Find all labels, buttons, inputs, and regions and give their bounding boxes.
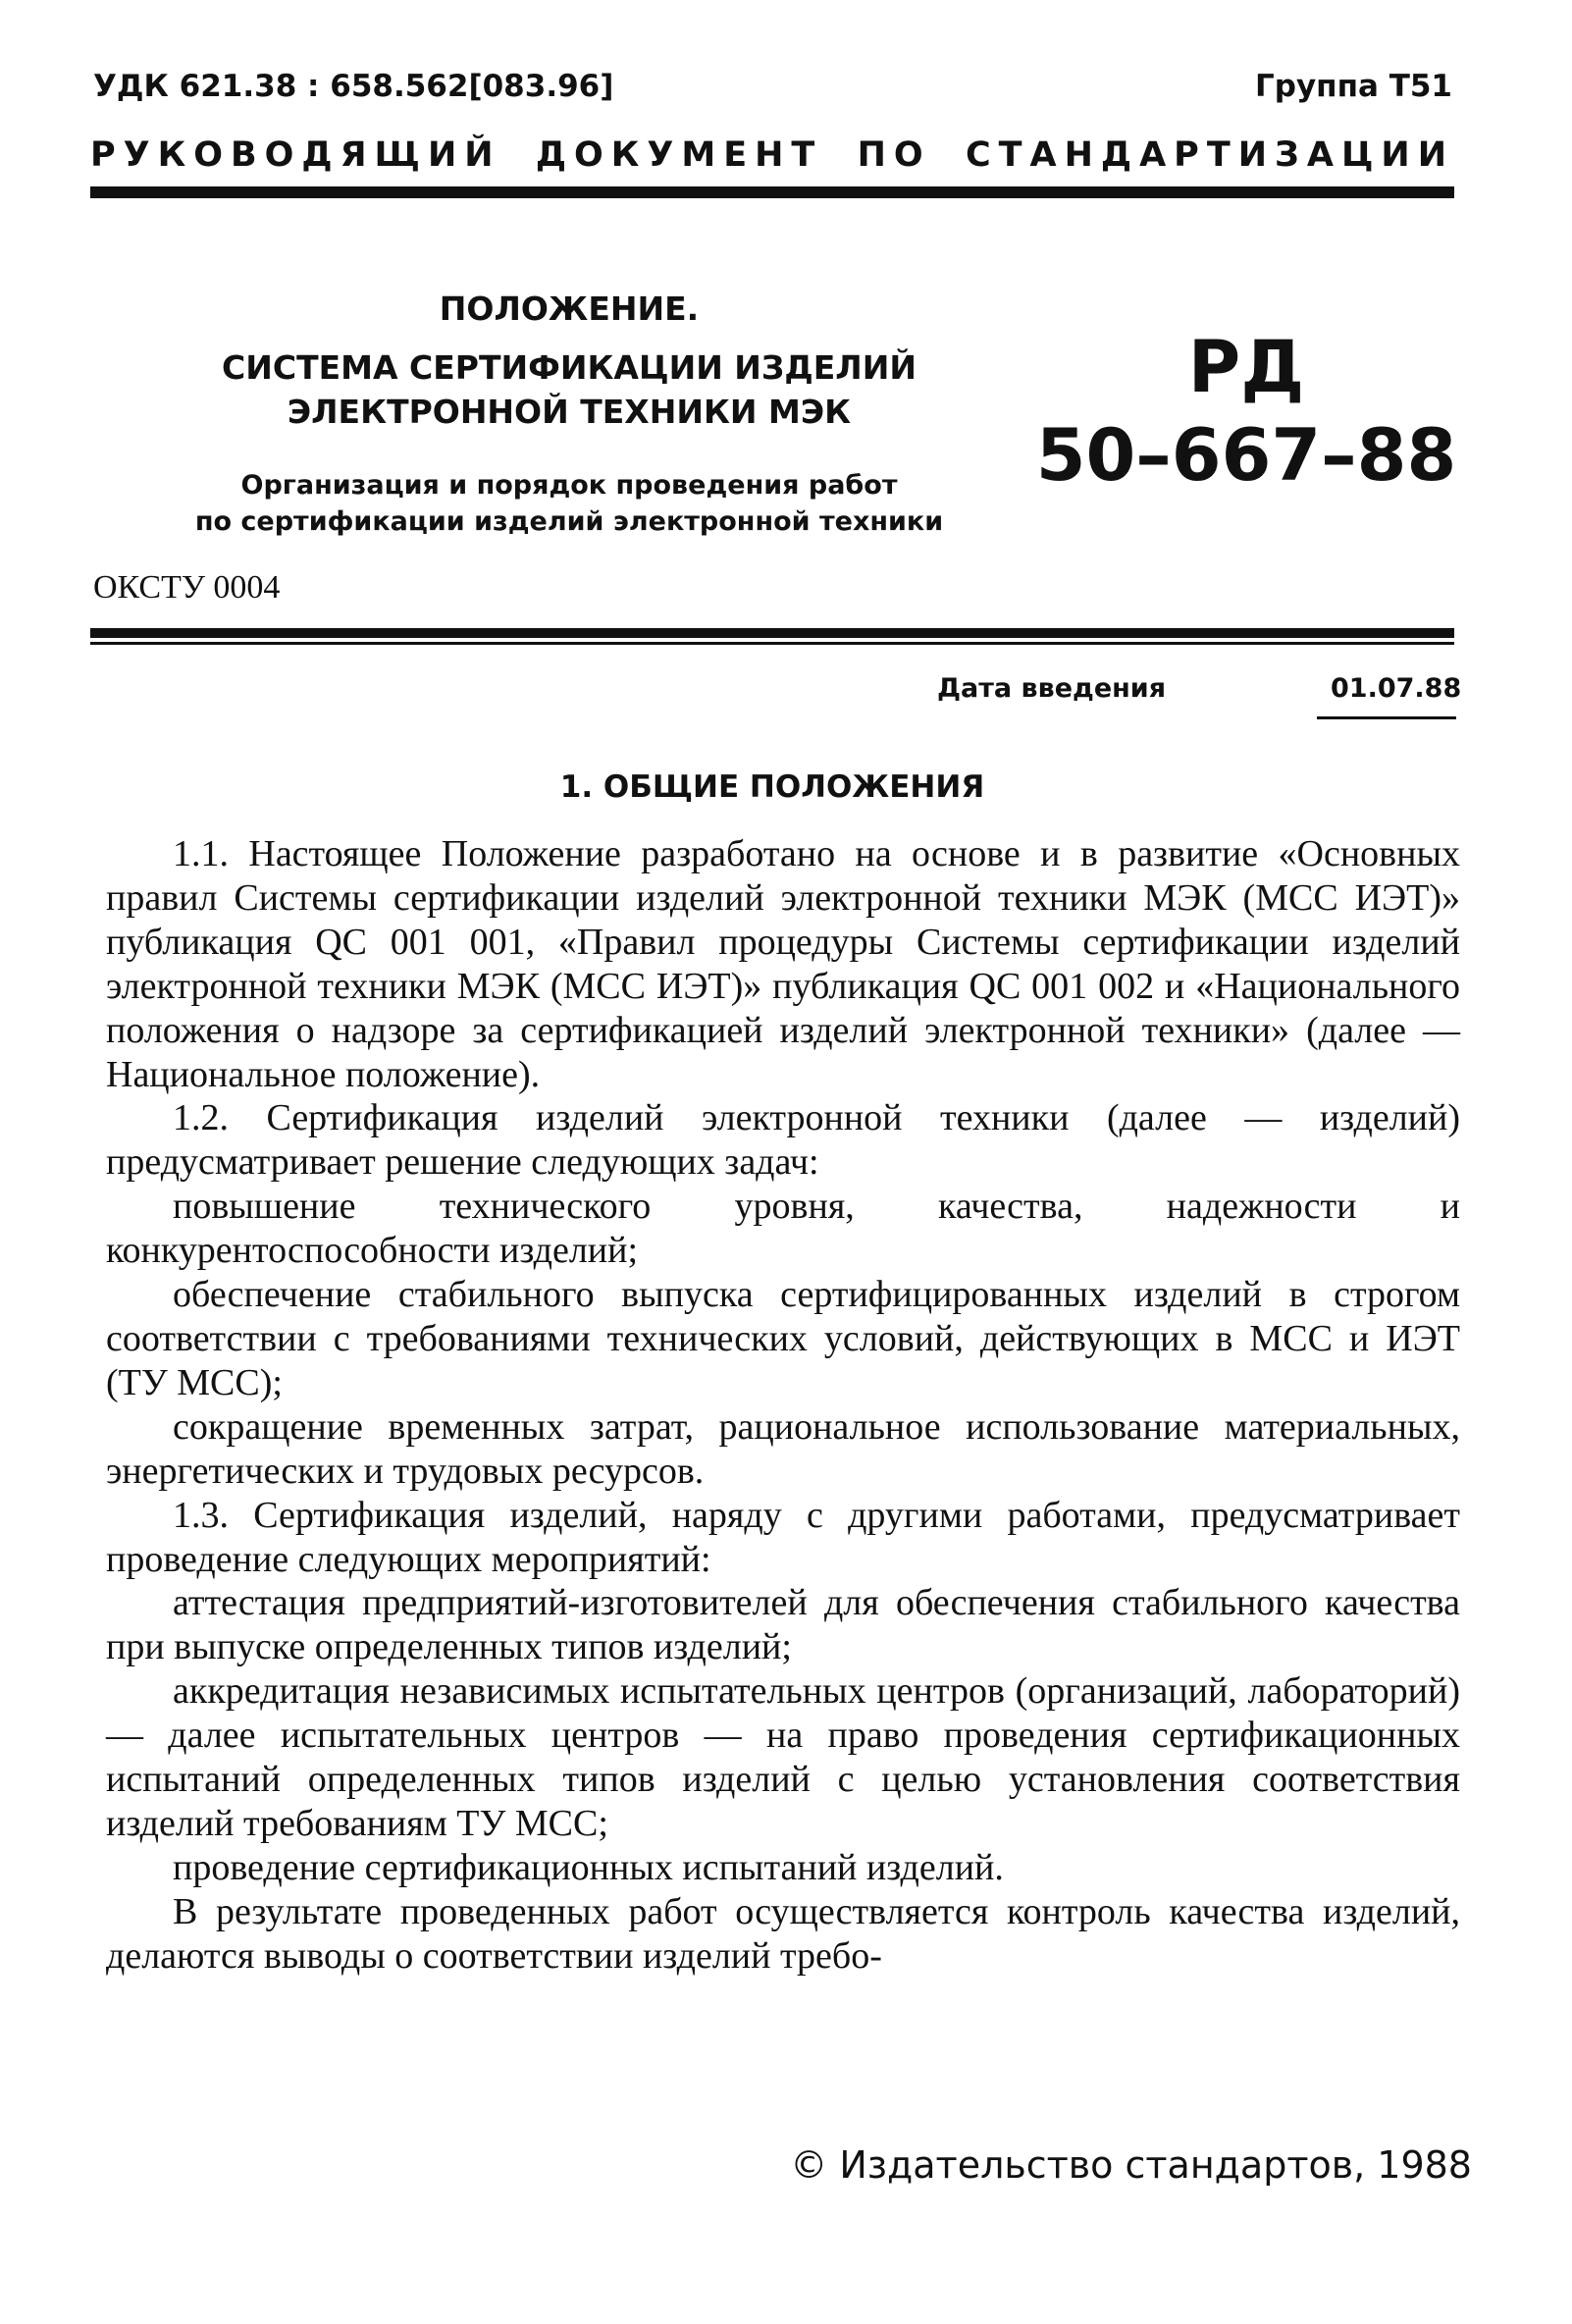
designation-number: 50–667–88 bbox=[1035, 414, 1457, 498]
paragraph: аттестация предприятий-изготовителей для обеспечения стабильного качества при выпуске определенных типов изделий; bbox=[106, 1582, 1460, 1668]
paragraph: 1.3. Сертификация изделий, наряду с другими работами, предусматривает проведение следующих мероприятий: bbox=[106, 1494, 1460, 1580]
intro-date-label: Дата введения bbox=[937, 673, 1167, 704]
designation-prefix: РД bbox=[1187, 326, 1305, 409]
paragraph: аккредитация независимых испытательных центров (организаций, лабораторий) — далее испытательных центров — на право проведения сертификационных испытаний определенных типов изделий с целью установления соответствия изделий требованиям ТУ МСС; bbox=[106, 1670, 1460, 1844]
series-word: СТАНДАРТИЗАЦИИ bbox=[965, 135, 1454, 175]
group-code: Группа Т51 bbox=[1255, 69, 1452, 104]
title-line-3: ЭЛЕКТРОННОЙ ТЕХНИКИ МЭК bbox=[287, 393, 852, 431]
intro-date-value: 01.07.88 bbox=[1331, 673, 1462, 704]
paragraph: обеспечение стабильного выпуска сертифицированных изделий в строгом соответствии с требованиями технических условий, действующих в МСС и ИЭТ (ТУ МСС); bbox=[106, 1274, 1460, 1403]
title-line-1: ПОЛОЖЕНИЕ. bbox=[439, 290, 700, 328]
title-line-2: СИСТЕМА СЕРТИФИКАЦИИ ИЗДЕЛИЙ bbox=[222, 348, 917, 387]
paragraph: повышение технического уровня, качества, надежности и конкурентоспособности изделий; bbox=[106, 1186, 1460, 1272]
body-text bbox=[106, 832, 1460, 1979]
paragraph: сокращение временных затрат, рациональное использование материальных, энергетических и трудовых ресурсов. bbox=[106, 1405, 1460, 1492]
section-title: 1. ОБЩИЕ ПОЛОЖЕНИЯ bbox=[559, 769, 985, 805]
document-series bbox=[90, 135, 1454, 175]
subtitle-line-1: Организация и порядок проведения работ bbox=[240, 470, 898, 501]
title-subtitle bbox=[157, 467, 981, 540]
paragraph: проведение сертификационных испытаний изделий. bbox=[173, 1846, 1004, 1888]
intro-date-underline bbox=[1317, 716, 1456, 719]
header-rule bbox=[90, 186, 1454, 198]
paragraph: В результате проведенных работ осуществляется контроль качества изделий, делаются выводы о соответствии изделий требо- bbox=[106, 1890, 1460, 1977]
copyright-notice: © Издательство стандартов, 1988 bbox=[790, 2143, 1472, 2187]
oksty-code: ОКСТУ 0004 bbox=[93, 569, 281, 606]
subtitle-line-2: по сертификации изделий электронной техники bbox=[194, 506, 944, 537]
title-main bbox=[157, 345, 981, 434]
paragraph: 1.2. Сертификация изделий электронной техники (далее — изделий) предусматривает решение следующих задач: bbox=[106, 1097, 1460, 1184]
title-rule-thick bbox=[90, 628, 1454, 638]
document-designation bbox=[1030, 324, 1462, 501]
udk-code: УДК 621.38 : 658.562[083.96] bbox=[93, 69, 614, 104]
title-rule-thin bbox=[90, 642, 1454, 645]
series-word: РУКОВОДЯЩИЙ bbox=[90, 135, 501, 175]
series-word: ПО bbox=[857, 135, 931, 175]
series-word: ДОКУМЕНТ bbox=[535, 135, 823, 175]
paragraph: 1.1. Настоящее Положение разработано на основе и в развитие «Основных правил Системы сертификации изделий электронной техники МЭК (МСС ИЭТ)» публикация QC 001 001, «Правил процедуры Системы сертификации изделий электронной техники МЭК (МСС ИЭТ)» публикация QC 001 002 и «Национального положения о надзоре за сертификацией изделий электронной техники» (далее — Национальное положение). bbox=[106, 833, 1460, 1095]
